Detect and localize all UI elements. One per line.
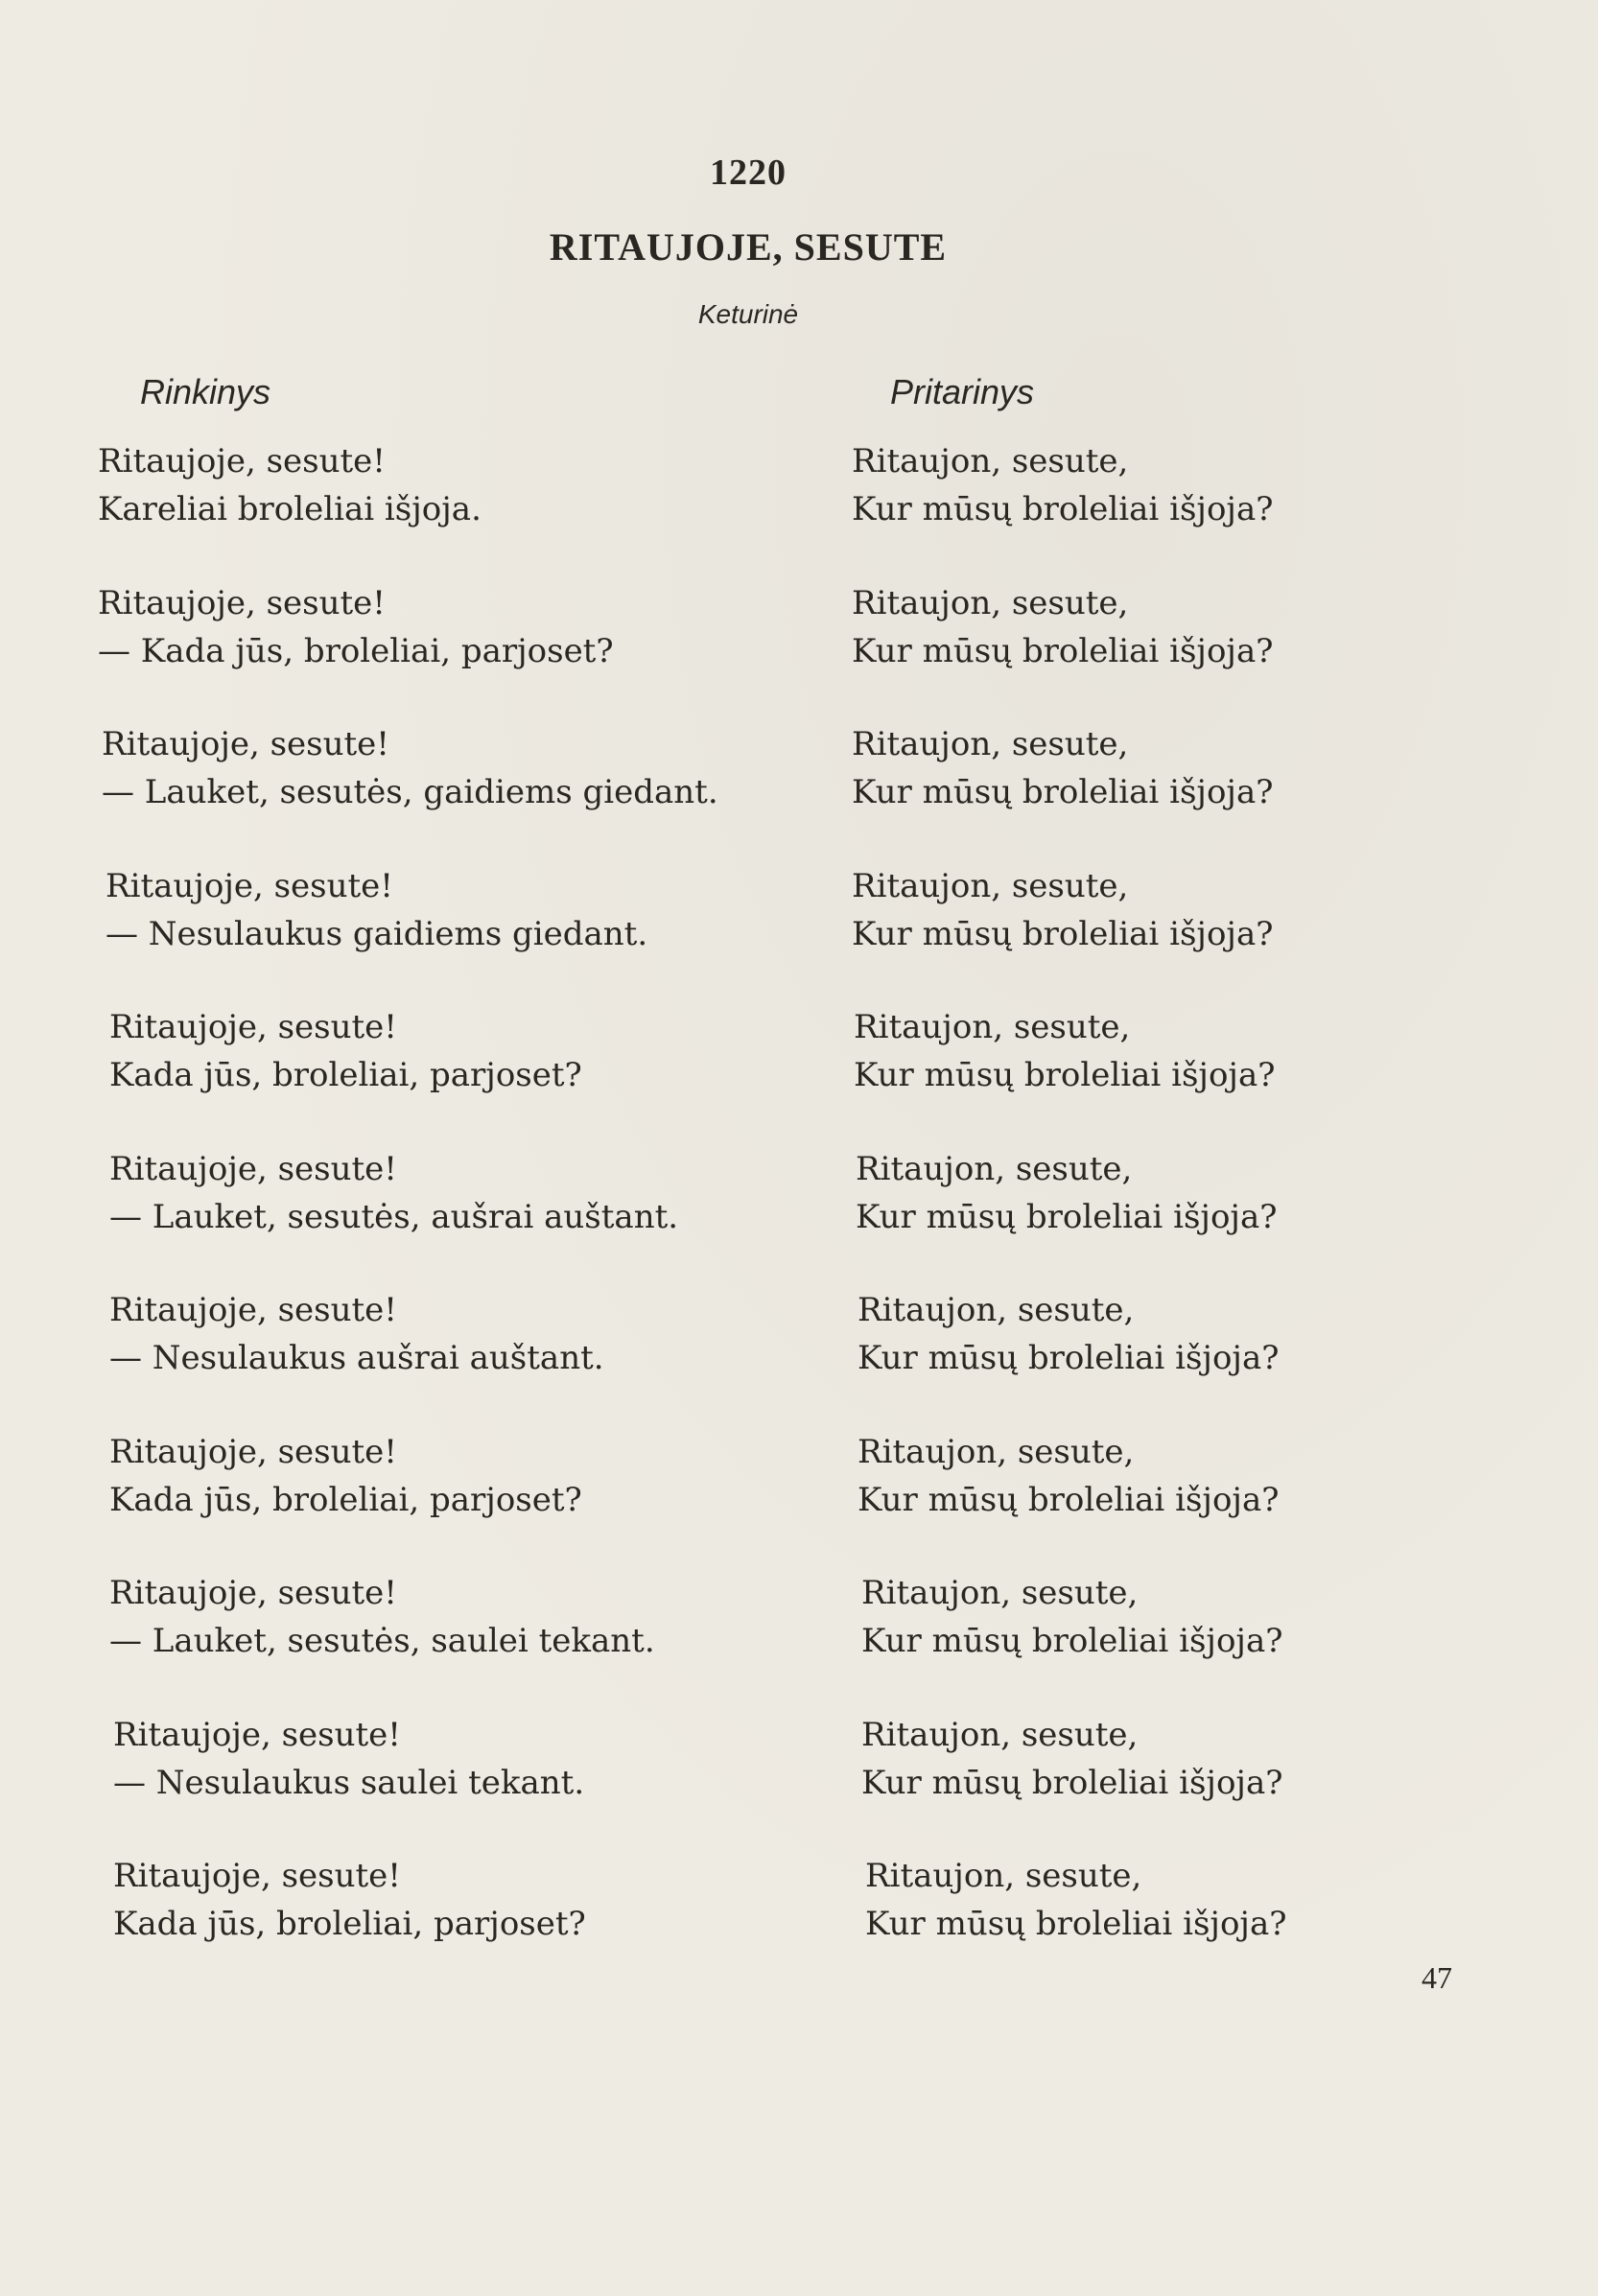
pritarinys-line: Ritaujon, sesute, <box>854 1008 1131 1046</box>
rinkinys-line: Ritaujoje, sesute! <box>98 583 386 622</box>
pritarinys-line: Kur mūsų broleliai išjoja? <box>856 1197 1278 1236</box>
rinkinys-line: Ritaujoje, sesute! <box>109 1291 397 1329</box>
rinkinys-line: Ritaujoje, sesute! <box>109 1432 397 1471</box>
rinkinys-line: — Nesulaukus aušrai auštant. <box>109 1339 604 1377</box>
rinkinys-line: — Lauket, sesutės, saulei tekant. <box>109 1622 655 1660</box>
pritarinys-column <box>852 437 1446 1994</box>
pritarinys-line: Kur mūsų broleliai išjoja? <box>852 631 1274 670</box>
rinkinys-line: Ritaujoje, sesute! <box>113 1857 401 1895</box>
pritarinys-stanza <box>852 862 1446 958</box>
page-number: 47 <box>1422 1960 1452 1995</box>
pritarinys-line: Kur mūsų broleliai išjoja? <box>854 1056 1276 1094</box>
pritarinys-stanza <box>852 579 1446 675</box>
pritarinys-line: Kur mūsų broleliai išjoja? <box>852 490 1274 528</box>
rinkinys-line: Ritaujoje, sesute! <box>98 442 386 480</box>
pritarinys-line: Kur mūsų broleliai išjoja? <box>858 1339 1280 1377</box>
pritarinys-stanza <box>852 1428 1446 1524</box>
left-column-heading: Rinkinys <box>140 372 271 411</box>
rinkinys-line: Ritaujoje, sesute! <box>109 1149 397 1188</box>
song-number: 1220 <box>710 152 787 193</box>
pritarinys-stanza <box>852 1852 1446 1948</box>
rinkinys-line: Ritaujoje, sesute! <box>106 866 393 905</box>
rinkinys-stanza <box>98 1286 865 1382</box>
rinkinys-stanza <box>98 437 865 533</box>
rinkinys-line: — Lauket, sesutės, aušrai auštant. <box>109 1197 679 1236</box>
rinkinys-stanza <box>98 1569 865 1665</box>
rinkinys-line: Ritaujoje, sesute! <box>109 1008 397 1046</box>
pritarinys-stanza <box>852 1003 1446 1099</box>
pritarinys-line: Kur mūsų broleliai išjoja? <box>861 1763 1283 1802</box>
rinkinys-line: — Kada jūs, broleliai, parjoset? <box>98 631 614 670</box>
rinkinys-stanza <box>98 1711 865 1807</box>
pritarinys-line: Ritaujon, sesute, <box>861 1574 1139 1612</box>
rinkinys-stanza <box>98 720 865 816</box>
rinkinys-line: Ritaujoje, sesute! <box>113 1715 401 1754</box>
rinkinys-column <box>98 437 865 1994</box>
rinkinys-line: Kareliai broleliai išjoja. <box>98 490 482 528</box>
rinkinys-line: — Lauket, sesutės, gaidiems giedant. <box>102 773 718 811</box>
rinkinys-line: Kada jūs, broleliai, parjoset? <box>109 1056 582 1094</box>
pritarinys-stanza <box>852 1569 1446 1665</box>
song-subtitle: Keturinė <box>697 299 799 329</box>
pritarinys-stanza <box>852 1145 1446 1241</box>
song-title: RITAUJOJE, SESUTE <box>549 225 948 269</box>
pritarinys-line: Kur mūsų broleliai išjoja? <box>852 773 1274 811</box>
pritarinys-line: Ritaujon, sesute, <box>856 1149 1133 1188</box>
pritarinys-line: Kur mūsų broleliai išjoja? <box>852 914 1274 953</box>
pritarinys-line: Ritaujon, sesute, <box>852 442 1129 480</box>
rinkinys-stanza <box>98 862 865 958</box>
pritarinys-stanza <box>852 1286 1446 1382</box>
pritarinys-line: Ritaujon, sesute, <box>865 1857 1142 1895</box>
pritarinys-line: Ritaujon, sesute, <box>858 1432 1135 1471</box>
pritarinys-line: Kur mūsų broleliai išjoja? <box>865 1905 1287 1943</box>
rinkinys-stanza <box>98 1003 865 1099</box>
pritarinys-line: Ritaujon, sesute, <box>852 725 1129 763</box>
rinkinys-stanza <box>98 1145 865 1241</box>
rinkinys-stanza <box>98 1428 865 1524</box>
rinkinys-stanza <box>98 579 865 675</box>
pritarinys-line: Kur mūsų broleliai išjoja? <box>861 1622 1283 1660</box>
rinkinys-stanza <box>98 1852 865 1948</box>
pritarinys-line: Ritaujon, sesute, <box>852 583 1129 622</box>
rinkinys-line: Ritaujoje, sesute! <box>102 725 389 763</box>
pritarinys-line: Ritaujon, sesute, <box>858 1291 1135 1329</box>
rinkinys-line: Kada jūs, broleliai, parjoset? <box>109 1480 582 1519</box>
rinkinys-line: — Nesulaukus saulei tekant. <box>113 1763 585 1802</box>
pritarinys-stanza <box>852 720 1446 816</box>
right-column-heading: Pritarinys <box>890 372 1035 411</box>
rinkinys-line: Ritaujoje, sesute! <box>109 1574 397 1612</box>
pritarinys-line: Kur mūsų broleliai išjoja? <box>858 1480 1280 1519</box>
pritarinys-stanza <box>852 1711 1446 1807</box>
pritarinys-stanza <box>852 437 1446 533</box>
pritarinys-line: Ritaujon, sesute, <box>861 1715 1139 1754</box>
rinkinys-line: Kada jūs, broleliai, parjoset? <box>113 1905 586 1943</box>
pritarinys-line: Ritaujon, sesute, <box>852 866 1129 905</box>
rinkinys-line: — Nesulaukus gaidiems giedant. <box>106 914 648 953</box>
